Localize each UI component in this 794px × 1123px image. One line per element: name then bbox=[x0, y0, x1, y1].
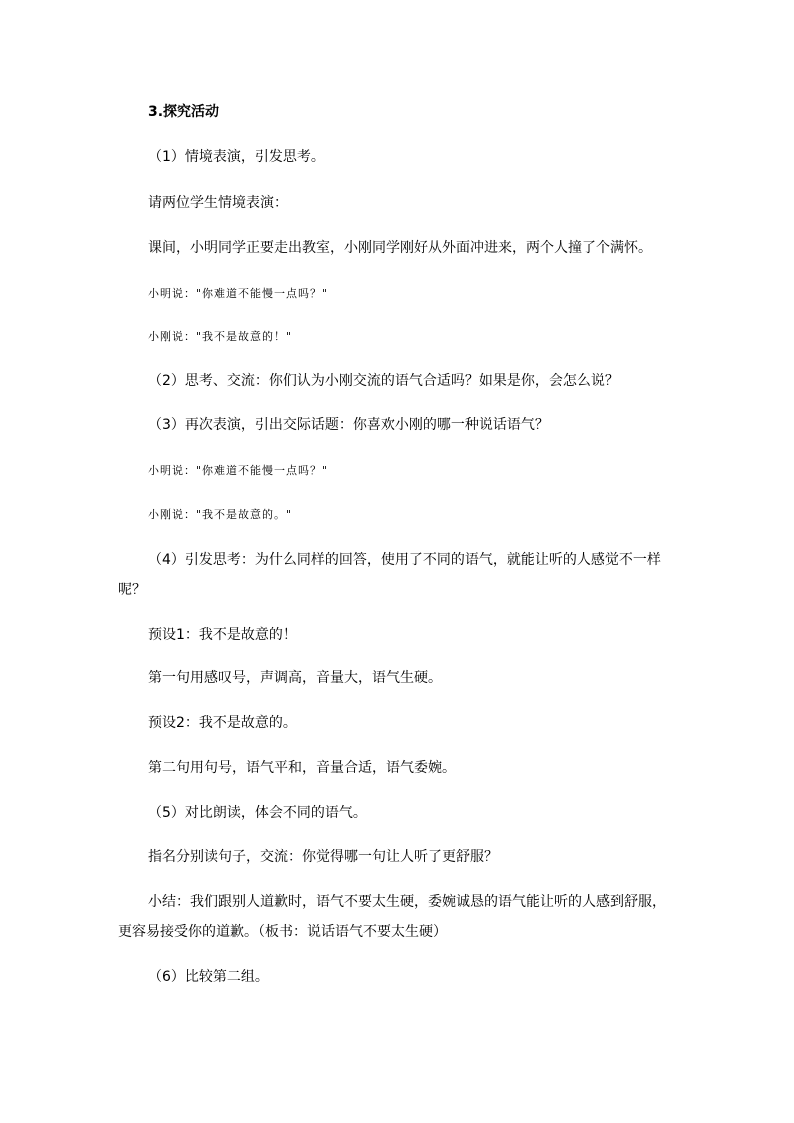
section-heading: 3.探究活动 bbox=[148, 104, 220, 120]
quote-xiaogang-1: 小刚说："我不是故意的！" bbox=[148, 330, 293, 343]
paragraph-summary-line2: 更容易接受你的道歉。（板书：说话语气不要太生硬） bbox=[118, 924, 447, 940]
paragraph-summary-line1: 小结：我们跟别人道歉时，语气不要太生硬，委婉诚恳的语气能让听的人感到舒服， bbox=[148, 894, 666, 910]
paragraph-step-1: （1）情境表演，引发思考。 bbox=[148, 149, 325, 165]
paragraph-analysis-2: 第二句用句号，语气平和，音量合适，语气委婉。 bbox=[148, 760, 456, 776]
paragraph-instruction: 请两位学生情境表演： bbox=[148, 195, 288, 211]
paragraph-discussion: 指名分别读句子，交流：你觉得哪一句让人听了更舒服？ bbox=[148, 849, 498, 865]
paragraph-step-6: （6）比较第二组。 bbox=[148, 969, 269, 985]
paragraph-step-4-line1: （4）引发思考：为什么同样的回答，使用了不同的语气，就能让听的人感觉不一样 bbox=[148, 552, 661, 568]
quote-xiaoming-2: 小明说："你难道不能慢一点吗？" bbox=[148, 464, 329, 477]
paragraph-step-3: （3）再次表演，引出交际话题：你喜欢小刚的哪一种说话语气？ bbox=[148, 417, 549, 433]
quote-xiaogang-2: 小刚说："我不是故意的。" bbox=[148, 508, 293, 521]
quote-xiaoming-1: 小明说："你难道不能慢一点吗？" bbox=[148, 287, 329, 300]
paragraph-scenario: 课间，小明同学正要走出教室，小刚同学刚好从外面冲进来，两个人撞了个满怀。 bbox=[148, 240, 652, 256]
paragraph-step-5: （5）对比朗读，体会不同的语气。 bbox=[148, 805, 367, 821]
preset-1: 预设1：我不是故意的！ bbox=[148, 627, 297, 643]
paragraph-step-2: （2）思考、交流：你们认为小刚交流的语气合适吗？如果是你，会怎么说？ bbox=[148, 373, 619, 389]
preset-2: 预设2：我不是故意的。 bbox=[148, 715, 297, 731]
paragraph-step-4-line2: 呢？ bbox=[118, 582, 146, 598]
paragraph-analysis-1: 第一句用感叹号，声调高，音量大，语气生硬。 bbox=[148, 670, 442, 686]
